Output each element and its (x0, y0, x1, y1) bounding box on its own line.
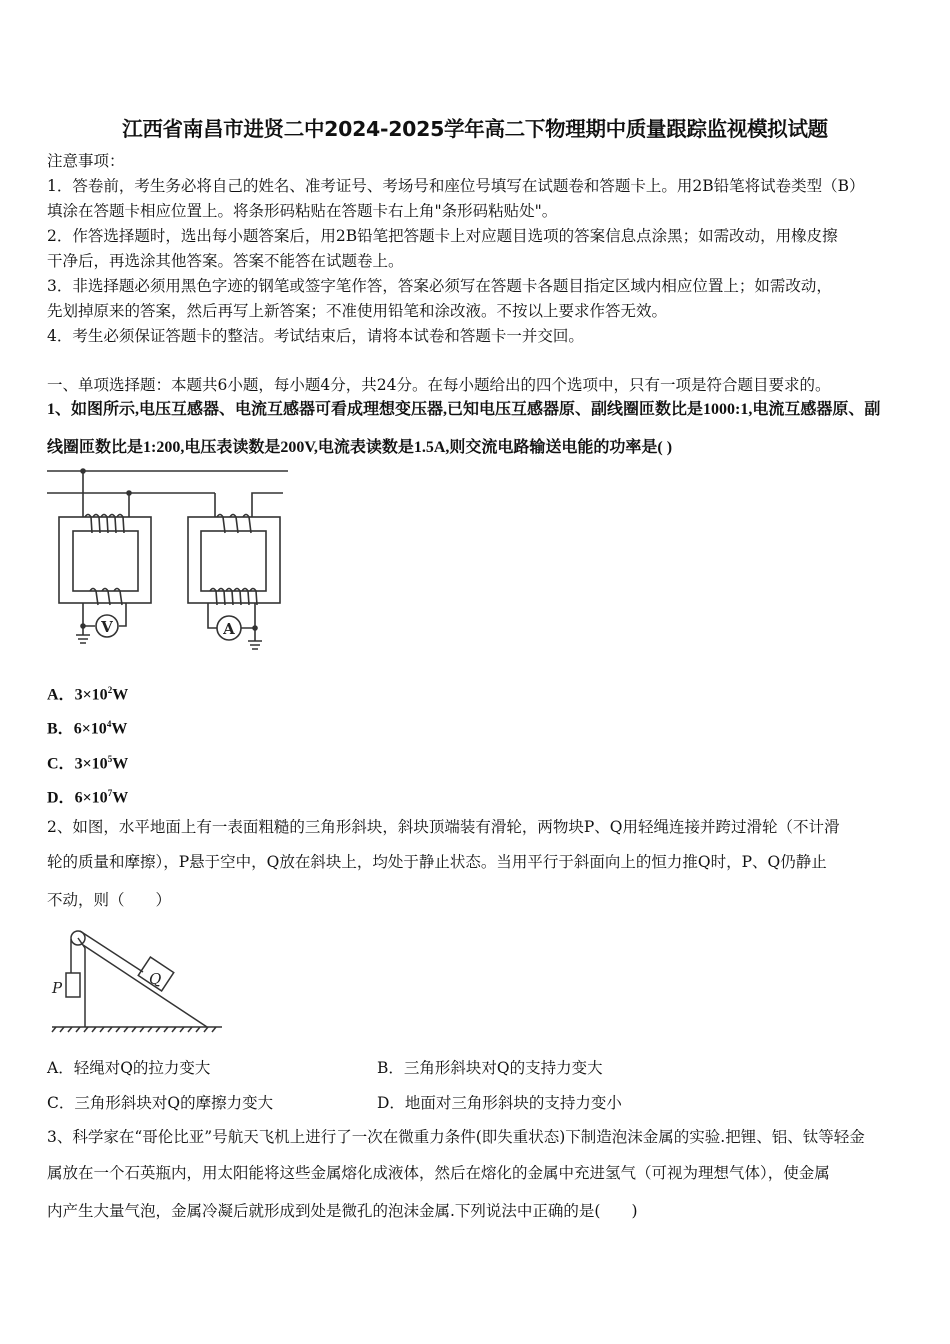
question-1-text: 线圈匝数比是1:200,电压表读数是200V,电流表读数是1.5A,则交流电路输送电能的功率是( ) (47, 439, 673, 456)
notice-line: 1．答卷前，考生务必将自己的姓名、准考证号、考场号和座位号填写在试题卷和答题卡上。用2B铅笔将试卷类型（B） (47, 177, 865, 195)
ammeter-label: A (223, 620, 235, 638)
question-2-text: 2、如图，水平地面上有一表面粗糙的三角形斜块，斜块顶端装有滑轮，两物块P、Q用轻绳连接并跨过滑轮（不计滑 (47, 818, 840, 836)
page-title: 江西省南昌市进贤二中2024-2025学年高二下物理期中质量跟踪监视模拟试题 (122, 117, 828, 141)
option-c[interactable]: C．$3\times 10^5W$ (47, 754, 129, 773)
option-a[interactable]: A．$3\times 10^2W$ (47, 685, 129, 704)
voltmeter-label: V (101, 618, 113, 636)
transformer-circuit-diagram (40, 465, 300, 660)
question-2-text: 不动，则（ ） (47, 891, 172, 909)
option-b[interactable]: B．三角形斜块对Q的支持力变大 (377, 1059, 603, 1077)
option-d[interactable]: D．地面对三角形斜块的支持力变小 (377, 1094, 622, 1112)
notice-line: 4．考生必须保证答题卡的整洁。考试结束后，请将本试卷和答题卡一并交回。 (47, 327, 584, 345)
notice-line: 干净后，再选涂其他答案。答案不能答在试题卷上。 (47, 252, 404, 270)
question-2-text: 轮的质量和摩擦），P悬于空中，Q放在斜块上，均处于静止状态。当用平行于斜面向上的恒力推Q时，P、Q仍静止 (47, 853, 827, 871)
notice-line: 3．非选择题必须用黑色字迹的钢笔或签字笔作答，答案必须写在答题卡各题目指定区域内相应位置上；如需改动， (47, 277, 832, 295)
question-3-text: 属放在一个石英瓶内，用太阳能将这些金属熔化成液体，然后在熔化的金属中充进氢气（可视为理想气体），使金属 (47, 1164, 830, 1182)
notice-line: 填涂在答题卡相应位置上。将条形码粘贴在答题卡右上角"条形码粘贴处"。 (47, 202, 558, 220)
option-d[interactable]: D．$6\times 10^7W$ (47, 788, 129, 807)
question-3-text: 3、科学家在“哥伦比亚”号航天飞机上进行了一次在微重力条件(即失重状态)下制造泡沫金属的实验.把锂、铝、钛等轻金 (47, 1128, 865, 1146)
question-3-text: 内产生大量气泡，金属冷凝后就形成到处是微孔的泡沫金属.下列说法中正确的是( ) (47, 1202, 638, 1220)
section-heading: 一、单项选择题：本题共6小题，每小题4分，共24分。在每小题给出的四个选项中，只有一项是符合题目要求的。 (47, 376, 831, 394)
notice-heading: 注意事项： (47, 152, 125, 170)
option-b[interactable]: B．$6\times 10^4W$ (47, 719, 128, 738)
notice-line: 2．作答选择题时，选出每小题答案后，用2B铅笔把答题卡上对应题目选项的答案信息点涂黑；如需改动，用橡皮擦 (47, 227, 838, 245)
incline-pulley-diagram (40, 920, 240, 1040)
label-q: Q (149, 970, 162, 988)
question-1-text: 1、如图所示,电压互感器、电流互感器可看成理想变压器,已知电压互感器原、副线圈匝数比是1000:1,电流互感器原、副 (47, 401, 881, 418)
option-c[interactable]: C．三角形斜块对Q的摩擦力变大 (47, 1094, 274, 1112)
option-a[interactable]: A．轻绳对Q的拉力变大 (47, 1059, 211, 1077)
label-p: P (52, 979, 63, 997)
notice-line: 先划掉原来的答案，然后再写上新答案；不准使用铅笔和涂改液。不按以上要求作答无效。 (47, 302, 668, 320)
